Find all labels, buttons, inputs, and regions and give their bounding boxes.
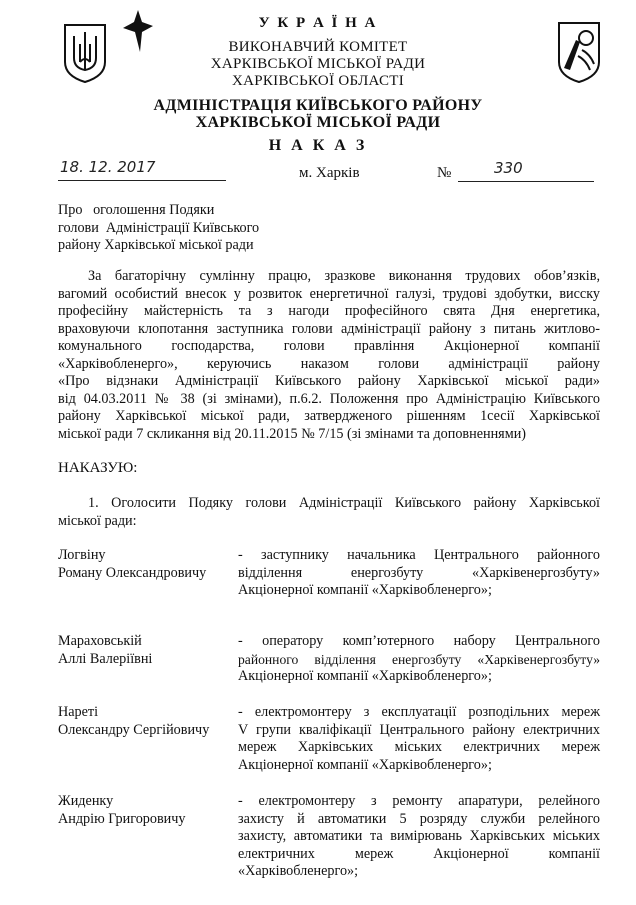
committee-line-1: ВИКОНАВЧИЙ КОМІТЕТ xyxy=(228,39,408,55)
person-surname: Жиденку xyxy=(58,793,114,809)
person-position-block xyxy=(238,793,600,881)
person-name-block xyxy=(58,547,238,582)
subject-line-2: голови Адміністрації Київського xyxy=(58,219,260,236)
document-type: Н А К А З xyxy=(268,137,368,154)
admin-line-2: ХАРКІВСЬКОЇ МІСЬКОЇ РАДИ xyxy=(195,114,441,131)
person-surname: Логвіну xyxy=(58,547,106,563)
date-handwritten: 18. 12. 2017 xyxy=(60,158,156,176)
number-label: № xyxy=(437,165,452,181)
position-line: - електромонтеру з ремонту апаратури, релейного xyxy=(238,793,600,809)
position-line: Акціонерної компанії «Харківобленерго»; xyxy=(238,582,492,598)
admin-line-1: АДМІНІСТРАЦІЯ КИЇВСЬКОГО РАЙОНУ xyxy=(153,97,483,114)
person-name-block xyxy=(58,793,238,828)
position-line: захисту, автоматики та вимірювань Харківських міських xyxy=(238,828,600,844)
subject-line-1: Про оголошення Подяки xyxy=(58,202,215,218)
preamble-line-10: міської ради 7 скликання від 20.11.2015 № 7/15 (зі змінами та доповненнями) xyxy=(58,425,527,442)
preamble-line-1: За багаторічну сумлінну працю, зразкове виконання трудових обов’язків, xyxy=(88,268,600,284)
subject-block xyxy=(58,202,358,255)
preamble-line-2: вагомий особистий внесок у розвиток енергетичної галузі, трудові здобутки, висску xyxy=(58,285,600,302)
person-name-block xyxy=(58,704,238,739)
person-surname: Мараховській xyxy=(58,633,142,649)
position-line: - заступнику начальника Центрального районного xyxy=(238,547,600,563)
position-line: електричних мереж Акціонерної компанії xyxy=(238,845,600,862)
preamble-line-7: «Про відзнаки Адміністрації Київського району Харківської міської ради» xyxy=(58,373,600,389)
position-line: Акціонерної компанії «Харківобленерго»; xyxy=(238,756,492,773)
person-given-name: Андрію Григоровичу xyxy=(58,810,186,827)
position-line: Акціонерної компанії «Харківобленерго»; xyxy=(238,668,492,684)
position-line: - електромонтеру з експлуатації розподільних мереж xyxy=(238,704,600,720)
preamble-line-8: від 04.03.2011 № 38 (зі змінами), п.6.2. Положення про Адміністрацію Київського xyxy=(58,390,600,407)
number-field xyxy=(458,161,594,182)
person-name-block xyxy=(58,633,238,668)
person-position-block xyxy=(238,704,600,774)
position-line: «Харківобленерго»; xyxy=(238,863,359,879)
person-surname: Нареті xyxy=(58,704,99,720)
order-item-1 xyxy=(58,495,600,530)
position-line: мереж Харківських міських електричних мереж xyxy=(238,739,600,755)
order-item-1-line-2: міської ради: xyxy=(58,512,137,529)
person-given-name: Роману Олександровичу xyxy=(58,564,207,581)
preamble-line-9: району Харківської міської ради, затвердженого рішенням 1сесії Харківської xyxy=(58,408,600,424)
person-given-name: Олександру Сергійовичу xyxy=(58,721,210,738)
number-handwritten: 330 xyxy=(494,159,523,177)
order-item-1-line-1: 1. Оголосити Подяку голови Адміністрації Київського району Харківської xyxy=(88,495,600,511)
person-given-name: Аллі Валеріївні xyxy=(58,650,153,667)
position-line: відділення енергозбуту «Харківенергозбуту» xyxy=(238,564,600,581)
committee-line-3: ХАРКІВСЬКОЇ ОБЛАСТІ xyxy=(231,73,405,89)
date-field xyxy=(58,160,226,181)
subject-line-3: району Харківської міської ради xyxy=(58,237,254,253)
position-line: районного відділення енергозбуту «Харківенергозбуту» xyxy=(238,651,600,667)
city: м. Харків xyxy=(299,165,360,181)
position-line: V групи кваліфікації Центрального району електричних xyxy=(238,721,600,738)
preamble-line-6: «Харківобленерго», керуючись наказом голови адміністрації району xyxy=(58,355,600,372)
order-word: НАКАЗУЮ: xyxy=(58,460,138,476)
preamble-line-3: професійну майстерність та з нагоди професійного свята Дня енергетика, xyxy=(58,303,600,319)
position-line: захисту й автоматики 5 розряду служби релейного xyxy=(238,810,600,827)
person-position-block xyxy=(238,633,600,686)
person-position-block xyxy=(238,547,600,600)
country-name: У К Р А Ї Н А xyxy=(258,15,378,31)
preamble xyxy=(58,268,600,443)
preamble-line-5: комунального господарства, голови правління Акціонерної компанії xyxy=(58,338,600,354)
preamble-line-4: враховуючи клопотання заступника голови адміністрації району з питань житлово- xyxy=(58,320,600,337)
committee-line-2: ХАРКІВСЬКОЇ МІСЬКОЇ РАДИ xyxy=(210,56,426,72)
position-line: - оператору комп’ютерного набору Центрального xyxy=(238,633,600,649)
